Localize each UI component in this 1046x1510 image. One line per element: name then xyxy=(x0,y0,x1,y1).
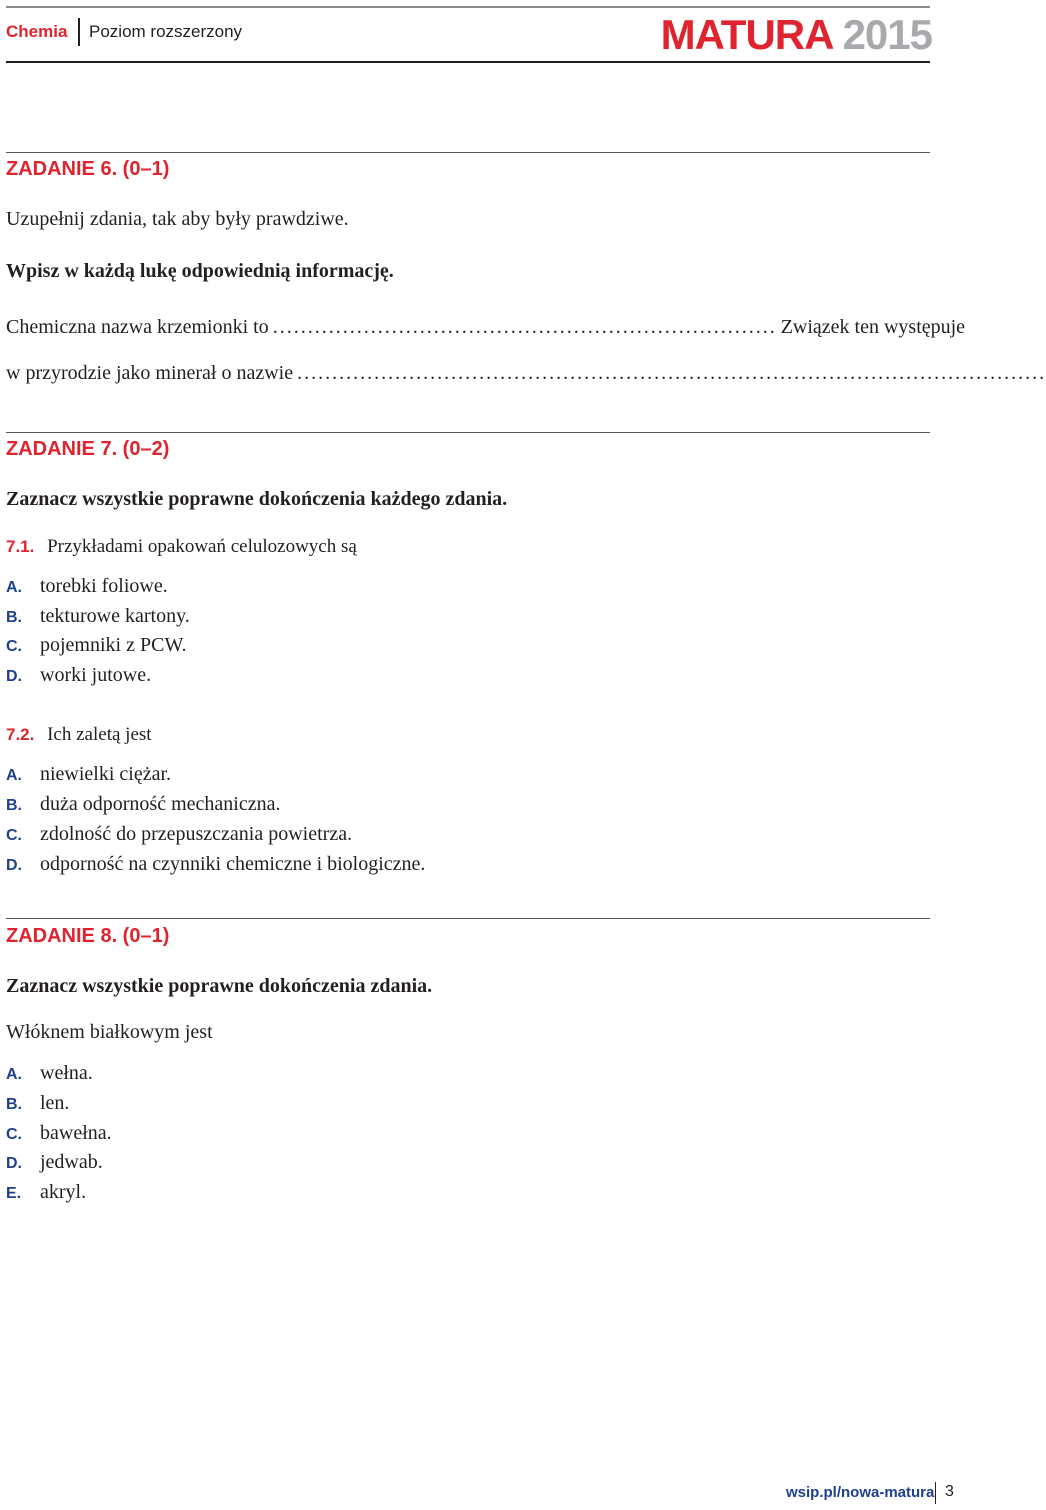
option-letter: C. xyxy=(6,827,22,844)
task8-rule xyxy=(6,918,930,919)
task6-rule xyxy=(6,152,930,153)
task8-option-d[interactable] xyxy=(6,1151,103,1174)
option-text: jedwab. xyxy=(40,1151,103,1173)
option-letter: D. xyxy=(6,1155,22,1172)
brand-year: 2015 xyxy=(842,11,932,58)
footer-url-link[interactable]: wsip.pl/nowa-matura xyxy=(786,1484,935,1501)
header-divider xyxy=(78,18,80,46)
option-text: pojemniki z PCW. xyxy=(40,634,187,656)
task8-option-b[interactable] xyxy=(6,1092,69,1115)
option-letter: A. xyxy=(6,1066,22,1083)
header-level: Poziom rozszerzony xyxy=(89,22,243,41)
task8-option-e[interactable] xyxy=(6,1181,86,1204)
option-text: akryl. xyxy=(40,1181,87,1203)
option-letter: B. xyxy=(6,797,22,814)
task7-q2-text: Ich zaletą jest xyxy=(47,724,152,745)
task6-title: ZADANIE 6. (0–1) xyxy=(6,158,170,180)
option-letter: C. xyxy=(6,638,22,655)
task7-q1 xyxy=(6,536,357,558)
task6-answer-blank-2[interactable]: ........................................................................................................... xyxy=(297,362,1046,384)
option-text: len. xyxy=(40,1092,70,1114)
option-letter: B. xyxy=(6,609,22,626)
task7-command: Zaznacz wszystkie poprawne dokończenia każdego zdania. xyxy=(6,488,508,510)
task7-q1-number: 7.1. xyxy=(6,537,35,556)
task8-option-a[interactable] xyxy=(6,1062,93,1085)
header-subject: Chemia xyxy=(6,22,68,41)
task7-title: ZADANIE 7. (0–2) xyxy=(6,438,170,460)
header-bottom-rule xyxy=(6,61,930,63)
option-text: odporność na czynniki chemiczne i biologiczne. xyxy=(40,853,426,875)
task7-q2-option-b[interactable] xyxy=(6,793,280,816)
option-letter: E. xyxy=(6,1185,22,1202)
brand-word: MATURA xyxy=(660,11,832,58)
option-text: bawełna. xyxy=(40,1122,112,1144)
option-letter: A. xyxy=(6,579,22,596)
header-brand-logo xyxy=(661,11,932,59)
task7-q2-number: 7.2. xyxy=(6,725,35,744)
option-text: torebki foliowe. xyxy=(40,575,168,597)
option-letter: D. xyxy=(6,857,22,874)
task7-q2 xyxy=(6,724,152,746)
option-text: wełna. xyxy=(40,1062,93,1084)
task7-rule xyxy=(6,432,930,433)
option-letter: A. xyxy=(6,767,22,784)
task6-answer-blank-1[interactable]: ........................................................................ xyxy=(272,316,777,338)
option-letter: B. xyxy=(6,1096,22,1113)
option-letter: C. xyxy=(6,1126,22,1143)
task6-fill-line-2 xyxy=(6,362,1046,385)
task7-q2-option-c[interactable] xyxy=(6,823,352,846)
page-number: 3 xyxy=(945,1483,954,1500)
task7-q1-option-c[interactable] xyxy=(6,634,186,657)
task8-command: Zaznacz wszystkie poprawne dokończenia zdania. xyxy=(6,975,433,997)
task6-command: Wpisz w każdą lukę odpowiednią informację. xyxy=(6,260,394,282)
task6-line1-before: Chemiczna nazwa krzemionki to xyxy=(6,316,269,338)
footer-divider xyxy=(935,1482,936,1504)
task7-q1-option-d[interactable] xyxy=(6,664,151,687)
task7-q2-option-a[interactable] xyxy=(6,763,171,786)
option-text: duża odporność mechaniczna. xyxy=(40,793,281,815)
task7-q1-option-a[interactable] xyxy=(6,575,168,598)
task6-instruction: Uzupełnij zdania, tak aby były prawdziwe. xyxy=(6,208,349,230)
option-text: niewielki ciężar. xyxy=(40,763,172,785)
task6-line2-before: w przyrodzie jako minerał o nazwie xyxy=(6,362,294,384)
task8-option-c[interactable] xyxy=(6,1122,112,1145)
task7-q2-option-d[interactable] xyxy=(6,853,425,876)
task6-line1-after: Związek ten występuje xyxy=(780,316,966,338)
task7-q1-option-b[interactable] xyxy=(6,605,190,628)
option-text: worki jutowe. xyxy=(40,664,152,686)
option-text: zdolność do przepuszczania powietrza. xyxy=(40,823,353,845)
option-text: tekturowe kartony. xyxy=(40,605,190,627)
task8-title: ZADANIE 8. (0–1) xyxy=(6,925,170,947)
task7-q1-text: Przykładami opakowań celulozowych są xyxy=(47,536,357,557)
task8-stem: Włóknem białkowym jest xyxy=(6,1021,213,1043)
task6-fill-line-1 xyxy=(6,316,966,339)
header-top-rule xyxy=(6,6,930,8)
option-letter: D. xyxy=(6,668,22,685)
